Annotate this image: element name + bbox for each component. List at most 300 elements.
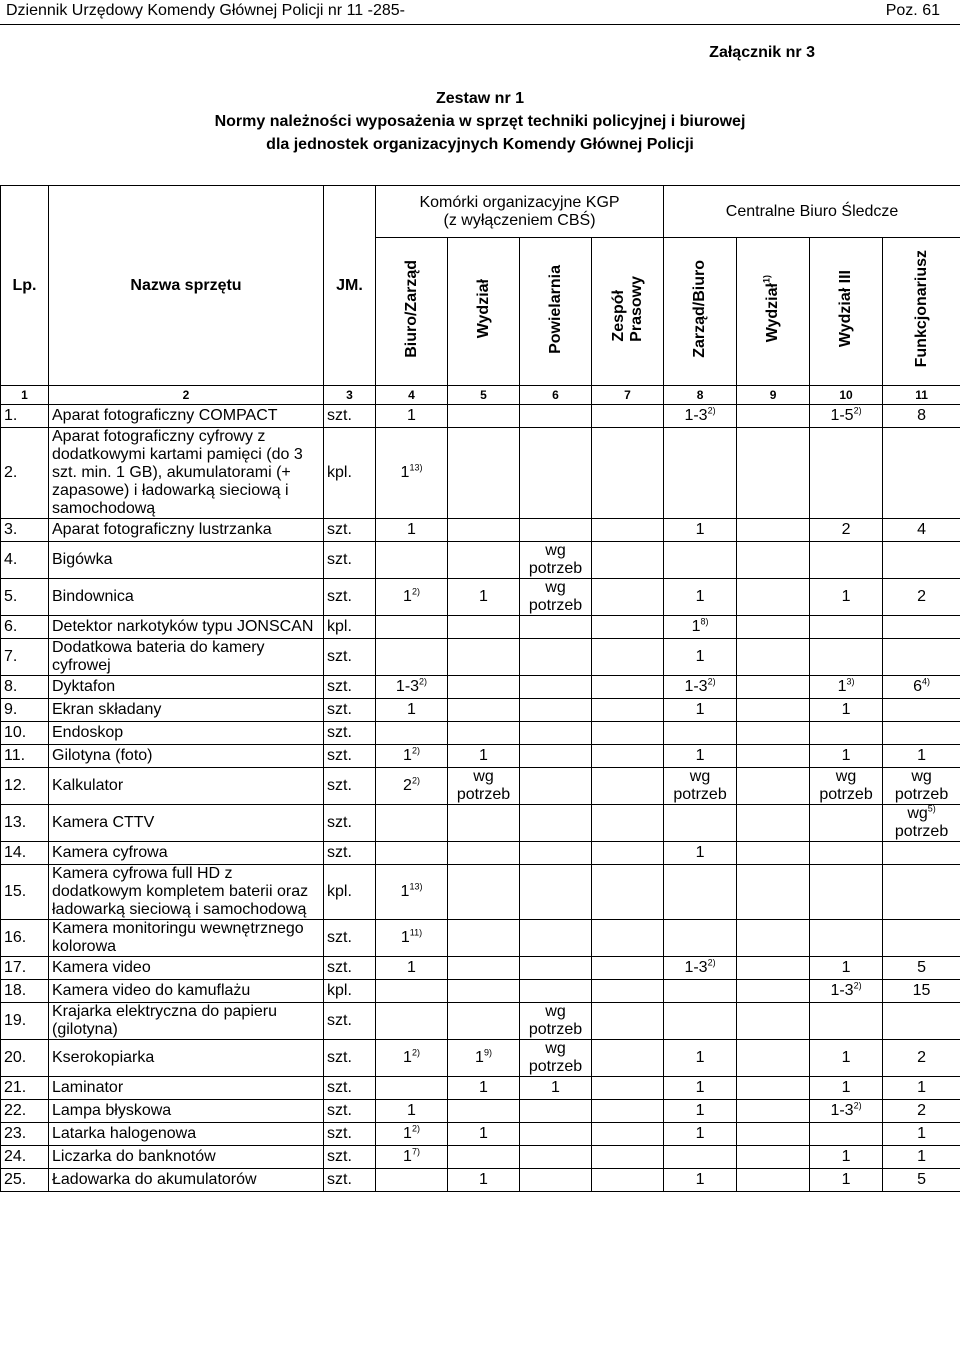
row-value xyxy=(737,616,810,639)
row-value xyxy=(737,980,810,1003)
row-value xyxy=(810,805,883,842)
col-zarzad-biuro: Zarząd/Biuro xyxy=(664,238,737,386)
row-value xyxy=(664,542,737,579)
journal-header: Dziennik Urzędowy Komendy Głównej Policji nr 11 -285- xyxy=(6,2,405,19)
row-unit: kpl. xyxy=(324,428,376,519)
row-value xyxy=(664,1003,737,1040)
row-value: 1 xyxy=(664,1040,737,1077)
row-unit: szt. xyxy=(324,745,376,768)
row-value: 1 xyxy=(376,957,448,980)
row-value: wg potrzeb xyxy=(520,1040,592,1077)
row-value xyxy=(448,980,520,1003)
row-unit: szt. xyxy=(324,805,376,842)
row-value xyxy=(448,722,520,745)
row-value xyxy=(810,542,883,579)
row-value xyxy=(520,768,592,805)
row-equipment-name: Ekran składany xyxy=(49,699,324,722)
column-number: 11 xyxy=(883,386,960,405)
row-value: 15 xyxy=(883,980,960,1003)
row-value: 1 xyxy=(810,579,883,616)
table-row xyxy=(1,542,960,579)
row-equipment-name: Lampa błyskowa xyxy=(49,1100,324,1123)
row-value xyxy=(520,842,592,865)
row-value: 1-3$^{2)}$ xyxy=(664,676,737,699)
row-value xyxy=(592,405,664,428)
row-value xyxy=(520,805,592,842)
row-value: 1$^{13)}$ xyxy=(376,428,448,519)
row-lp: 4. xyxy=(1,542,49,579)
row-value xyxy=(376,842,448,865)
col-name: Nazwa sprzętu xyxy=(49,186,324,386)
row-value: 1 xyxy=(664,519,737,542)
row-unit: szt. xyxy=(324,920,376,957)
row-value: wg potrzeb xyxy=(883,768,960,805)
row-value: wg potrzeb xyxy=(520,542,592,579)
row-lp: 16. xyxy=(1,920,49,957)
row-value: 1$^{3)}$ xyxy=(810,676,883,699)
row-equipment-name: Aparat fotograficzny COMPACT xyxy=(49,405,324,428)
row-value xyxy=(883,639,960,676)
table-row xyxy=(1,1169,960,1192)
annex-label: Załącznik nr 3 xyxy=(709,44,815,61)
row-value xyxy=(737,957,810,980)
title-line-1: Zestaw nr 1 xyxy=(435,90,525,107)
row-value: 1 xyxy=(810,745,883,768)
row-value: 1 xyxy=(883,1077,960,1100)
row-value xyxy=(592,579,664,616)
row-value xyxy=(448,542,520,579)
row-lp: 2. xyxy=(1,428,49,519)
row-value: 1 xyxy=(448,1123,520,1146)
row-value: 1 xyxy=(810,1146,883,1169)
row-value: 2$^{2)}$ xyxy=(376,768,448,805)
row-value xyxy=(810,722,883,745)
row-value xyxy=(376,722,448,745)
row-value xyxy=(520,722,592,745)
row-lp: 7. xyxy=(1,639,49,676)
row-value xyxy=(737,639,810,676)
row-unit: szt. xyxy=(324,1003,376,1040)
row-lp: 14. xyxy=(1,842,49,865)
table-row xyxy=(1,805,960,842)
row-unit: szt. xyxy=(324,768,376,805)
row-value xyxy=(520,519,592,542)
row-unit: szt. xyxy=(324,722,376,745)
row-equipment-name: Kalkulator xyxy=(49,768,324,805)
col-wydzial: Wydział xyxy=(448,238,520,386)
table-row xyxy=(1,1003,960,1040)
row-lp: 20. xyxy=(1,1040,49,1077)
row-value xyxy=(883,920,960,957)
row-value xyxy=(737,542,810,579)
table-row xyxy=(1,980,960,1003)
table-row xyxy=(1,1040,960,1077)
row-equipment-name: Liczarka do banknotów xyxy=(49,1146,324,1169)
row-lp: 25. xyxy=(1,1169,49,1192)
row-unit: kpl. xyxy=(324,865,376,920)
row-unit: szt. xyxy=(324,639,376,676)
column-number: 7 xyxy=(592,386,664,405)
row-value xyxy=(664,920,737,957)
column-number: 1 xyxy=(1,386,49,405)
table-row xyxy=(1,676,960,699)
row-unit: szt. xyxy=(324,957,376,980)
row-unit: szt. xyxy=(324,1169,376,1192)
row-value xyxy=(737,1169,810,1192)
row-value xyxy=(376,1077,448,1100)
row-lp: 8. xyxy=(1,676,49,699)
row-equipment-name: Dyktafon xyxy=(49,676,324,699)
row-value xyxy=(883,428,960,519)
col-powielarnia: Powielarnia xyxy=(520,238,592,386)
row-value xyxy=(737,405,810,428)
group-kgp-subtitle: (z wyłączeniem CBŚ) xyxy=(443,211,596,229)
column-number: 6 xyxy=(520,386,592,405)
row-value xyxy=(592,542,664,579)
row-equipment-name: Gilotyna (foto) xyxy=(49,745,324,768)
row-equipment-name: Detektor narkotyków typu JONSCAN xyxy=(49,616,324,639)
row-value xyxy=(448,865,520,920)
row-value: 1$^{7)}$ xyxy=(376,1146,448,1169)
row-value xyxy=(520,1146,592,1169)
row-value xyxy=(737,805,810,842)
row-value xyxy=(592,865,664,920)
row-value xyxy=(737,768,810,805)
row-lp: 13. xyxy=(1,805,49,842)
row-value xyxy=(376,542,448,579)
column-number: 3 xyxy=(324,386,376,405)
row-value xyxy=(664,722,737,745)
row-lp: 22. xyxy=(1,1100,49,1123)
row-lp: 12. xyxy=(1,768,49,805)
row-value xyxy=(448,1146,520,1169)
group-kgp-title: Komórki organizacyjne KGP xyxy=(419,193,620,211)
row-unit: szt. xyxy=(324,1040,376,1077)
row-value: 1 xyxy=(883,1123,960,1146)
row-value xyxy=(737,920,810,957)
row-unit: szt. xyxy=(324,405,376,428)
row-value xyxy=(810,865,883,920)
row-value: 1 xyxy=(376,519,448,542)
col-lp: Lp. xyxy=(1,186,49,386)
row-equipment-name: Krajarka elektryczna do papieru (gilotyna) xyxy=(49,1003,324,1040)
column-number: 5 xyxy=(448,386,520,405)
row-value: 1 xyxy=(448,1169,520,1192)
title-line-2: Normy należności wyposażenia w sprzęt techniki policyjnej i biurowej xyxy=(214,113,746,130)
row-value xyxy=(737,1077,810,1100)
table-row xyxy=(1,639,960,676)
row-value: 2 xyxy=(883,1100,960,1123)
row-value xyxy=(737,519,810,542)
row-value xyxy=(448,1100,520,1123)
column-number: 10 xyxy=(810,386,883,405)
row-value: wg potrzeb xyxy=(520,579,592,616)
row-value xyxy=(810,639,883,676)
row-equipment-name: Kamera cyfrowa xyxy=(49,842,324,865)
table-row xyxy=(1,865,960,920)
row-value xyxy=(737,865,810,920)
row-lp: 5. xyxy=(1,579,49,616)
row-value xyxy=(883,699,960,722)
row-value xyxy=(592,1040,664,1077)
table-row xyxy=(1,1077,960,1100)
table-row xyxy=(1,1146,960,1169)
row-value: 5 xyxy=(883,957,960,980)
row-value xyxy=(592,428,664,519)
row-equipment-name: Kamera cyfrowa full HD z dodatkowym kompletem baterii oraz ładowarką sieciową i samochodową xyxy=(49,865,324,920)
row-value xyxy=(520,980,592,1003)
row-value: wg potrzeb xyxy=(448,768,520,805)
row-value xyxy=(376,980,448,1003)
row-value: 1 xyxy=(883,745,960,768)
row-value xyxy=(520,676,592,699)
row-equipment-name: Kamera video xyxy=(49,957,324,980)
row-value: 1 xyxy=(376,699,448,722)
row-value: $wg^{5)}$ potrzeb xyxy=(883,805,960,842)
row-value: 1 xyxy=(810,699,883,722)
row-value xyxy=(448,957,520,980)
row-value xyxy=(810,920,883,957)
row-value xyxy=(520,865,592,920)
row-value: 1-3$^{2)}$ xyxy=(810,1100,883,1123)
row-value xyxy=(520,1100,592,1123)
row-value xyxy=(520,405,592,428)
row-value xyxy=(737,428,810,519)
row-value: 1 xyxy=(376,1100,448,1123)
table-row xyxy=(1,745,960,768)
table-row xyxy=(1,405,960,428)
row-value: 1 xyxy=(810,957,883,980)
table-row xyxy=(1,920,960,957)
table-row xyxy=(1,519,960,542)
row-unit: szt. xyxy=(324,699,376,722)
row-value xyxy=(448,639,520,676)
row-equipment-name: Kamera video do kamuflażu xyxy=(49,980,324,1003)
table-row xyxy=(1,616,960,639)
col-biuro-zarzad: Biuro/Zarząd xyxy=(376,238,448,386)
row-value xyxy=(810,1003,883,1040)
row-value: 1 xyxy=(664,579,737,616)
row-value xyxy=(376,1003,448,1040)
row-lp: 17. xyxy=(1,957,49,980)
row-value: 1 xyxy=(664,639,737,676)
row-value: 1 xyxy=(664,745,737,768)
row-equipment-name: Dodatkowa bateria do kamery cyfrowej xyxy=(49,639,324,676)
row-value: 1-3$^{2)}$ xyxy=(810,980,883,1003)
row-value xyxy=(376,1169,448,1192)
column-number-row xyxy=(1,386,960,405)
row-value xyxy=(520,1123,592,1146)
row-value: 5 xyxy=(883,1169,960,1192)
row-equipment-name: Kserokopiarka xyxy=(49,1040,324,1077)
row-value: 1$^{2)}$ xyxy=(376,745,448,768)
row-value: 8 xyxy=(883,405,960,428)
row-unit: szt. xyxy=(324,1100,376,1123)
row-value xyxy=(737,1146,810,1169)
row-value xyxy=(664,805,737,842)
column-number: 9 xyxy=(737,386,810,405)
row-equipment-name: Bigówka xyxy=(49,542,324,579)
row-unit: szt. xyxy=(324,1146,376,1169)
row-value xyxy=(448,405,520,428)
col-funkcjonariusz: Funkcjonariusz xyxy=(883,238,960,386)
table-row xyxy=(1,768,960,805)
table-row xyxy=(1,842,960,865)
row-value xyxy=(520,428,592,519)
row-value xyxy=(592,980,664,1003)
row-lp: 1. xyxy=(1,405,49,428)
table-row xyxy=(1,428,960,519)
row-lp: 9. xyxy=(1,699,49,722)
row-value xyxy=(592,842,664,865)
table-row xyxy=(1,699,960,722)
table-row xyxy=(1,1100,960,1123)
row-value xyxy=(737,1123,810,1146)
row-value: 1 xyxy=(448,1077,520,1100)
row-value xyxy=(664,428,737,519)
row-value: 2 xyxy=(883,579,960,616)
row-value xyxy=(592,616,664,639)
row-value: 1 xyxy=(664,842,737,865)
row-value xyxy=(520,920,592,957)
row-value xyxy=(592,768,664,805)
row-value: 1 xyxy=(664,1169,737,1192)
row-value xyxy=(664,865,737,920)
row-value: 1 xyxy=(664,699,737,722)
row-value: 1 xyxy=(664,1123,737,1146)
row-value xyxy=(737,842,810,865)
row-value xyxy=(448,842,520,865)
row-value: 6$^{4)}$ xyxy=(883,676,960,699)
row-value xyxy=(592,957,664,980)
row-unit: szt. xyxy=(324,842,376,865)
row-lp: 11. xyxy=(1,745,49,768)
row-value xyxy=(737,1040,810,1077)
row-value xyxy=(737,579,810,616)
row-value: 1$^{2)}$ xyxy=(376,1123,448,1146)
row-value xyxy=(520,699,592,722)
row-value: 1 xyxy=(520,1077,592,1100)
header-divider xyxy=(0,24,960,25)
row-value xyxy=(810,1123,883,1146)
row-value xyxy=(592,699,664,722)
row-lp: 24. xyxy=(1,1146,49,1169)
table-row xyxy=(1,722,960,745)
row-equipment-name: Kamera CTTV xyxy=(49,805,324,842)
position-number: Poz. 61 xyxy=(885,2,940,19)
row-value: 1 xyxy=(664,1077,737,1100)
row-value: wg potrzeb xyxy=(520,1003,592,1040)
row-unit: szt. xyxy=(324,542,376,579)
row-lp: 3. xyxy=(1,519,49,542)
row-value xyxy=(592,519,664,542)
row-equipment-name: Aparat fotograficzny lustrzanka xyxy=(49,519,324,542)
group-cbs: Centralne Biuro Śledcze xyxy=(664,186,960,238)
row-value xyxy=(448,805,520,842)
row-value: 1-3$^{2)}$ xyxy=(664,405,737,428)
row-value xyxy=(664,1146,737,1169)
row-value: wg potrzeb xyxy=(810,768,883,805)
row-value xyxy=(737,745,810,768)
row-lp: 21. xyxy=(1,1077,49,1100)
row-value xyxy=(737,676,810,699)
row-value xyxy=(810,428,883,519)
row-value xyxy=(592,676,664,699)
row-value xyxy=(592,1077,664,1100)
row-value xyxy=(592,745,664,768)
row-value xyxy=(592,920,664,957)
row-value: 1-3$^{2)}$ xyxy=(376,676,448,699)
row-value: 4 xyxy=(883,519,960,542)
row-value xyxy=(376,805,448,842)
row-equipment-name: Bindownica xyxy=(49,579,324,616)
row-value xyxy=(376,639,448,676)
row-value xyxy=(520,616,592,639)
row-equipment-name: Latarka halogenowa xyxy=(49,1123,324,1146)
row-lp: 23. xyxy=(1,1123,49,1146)
row-value xyxy=(737,1003,810,1040)
row-value xyxy=(448,428,520,519)
row-value xyxy=(376,616,448,639)
row-value xyxy=(448,699,520,722)
row-value: 1-3$^{2)}$ xyxy=(664,957,737,980)
row-value: 1$^{11)}$ xyxy=(376,920,448,957)
col-wydzial-iii: Wydział III xyxy=(810,238,883,386)
row-value: 2 xyxy=(883,1040,960,1077)
row-value: wg potrzeb xyxy=(664,768,737,805)
row-unit: szt. xyxy=(324,579,376,616)
row-value: 1-5$^{2)}$ xyxy=(810,405,883,428)
row-value: 1$^{8)}$ xyxy=(664,616,737,639)
row-value xyxy=(592,1169,664,1192)
row-value: 1$^{2)}$ xyxy=(376,579,448,616)
row-value: 1 xyxy=(883,1146,960,1169)
row-value xyxy=(592,639,664,676)
row-value: 1$^{9)}$ xyxy=(448,1040,520,1077)
column-number: 2 xyxy=(49,386,324,405)
row-value: 1 xyxy=(448,745,520,768)
row-value xyxy=(883,842,960,865)
row-value xyxy=(448,519,520,542)
row-value xyxy=(737,1100,810,1123)
row-equipment-name: Kamera monitoringu wewnętrznego kolorowa xyxy=(49,920,324,957)
row-value xyxy=(592,805,664,842)
row-value xyxy=(737,722,810,745)
row-value xyxy=(883,1003,960,1040)
row-value xyxy=(448,676,520,699)
col-jm: JM. xyxy=(324,186,376,386)
row-unit: szt. xyxy=(324,1077,376,1100)
row-value xyxy=(810,616,883,639)
row-lp: 10. xyxy=(1,722,49,745)
row-value: 2 xyxy=(810,519,883,542)
row-equipment-name: Laminator xyxy=(49,1077,324,1100)
row-value: 1 xyxy=(810,1169,883,1192)
col-zespol-prasowy: ZespółPrasowy xyxy=(592,238,664,386)
column-number: 8 xyxy=(664,386,737,405)
row-value xyxy=(592,1100,664,1123)
row-value: 1$^{13)}$ xyxy=(376,865,448,920)
row-value xyxy=(810,842,883,865)
row-value: 1 xyxy=(448,579,520,616)
col-wydzial-cbs: Wydział$^{1)}$ xyxy=(737,238,810,386)
table-row xyxy=(1,1123,960,1146)
row-value xyxy=(883,542,960,579)
row-lp: 15. xyxy=(1,865,49,920)
row-unit: szt. xyxy=(324,519,376,542)
title-line-3: dla jednostek organizacyjnych Komendy Głównej Policji xyxy=(266,136,694,153)
row-value xyxy=(592,1146,664,1169)
